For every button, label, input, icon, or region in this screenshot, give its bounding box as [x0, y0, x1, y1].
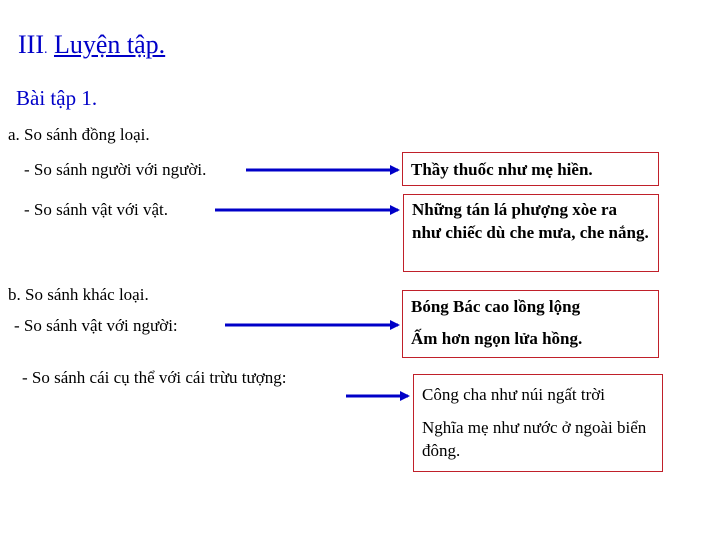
- answer-box-3-line-2: Ấm hơn ngọn lửa hồng.: [411, 329, 583, 348]
- part-a-item-1: - So sánh người với người.: [24, 160, 207, 179]
- answer-box-1-text: Thầy thuốc như mẹ hiền.: [411, 160, 593, 179]
- section-dot: .: [43, 42, 48, 57]
- part-b-item-2: - So sánh cái cụ thể với cái trừu tượng:: [22, 368, 287, 387]
- answer-box-3-line-1: Bóng Bác cao lồng lộng: [411, 297, 581, 316]
- part-b-title: b. So sánh khác loại.: [8, 285, 149, 304]
- exercise-title: Bài tập 1.: [16, 86, 98, 110]
- part-b-item-1: - So sánh vật với người:: [14, 316, 178, 335]
- part-a-item-2: - So sánh vật với vật.: [24, 200, 169, 219]
- section-title: Luyện tập.: [53, 30, 166, 59]
- answer-box-4-line-2: Nghĩa mẹ như nước ở ngoài biển đông.: [422, 418, 647, 460]
- part-a-title: a. So sánh đồng loại.: [8, 125, 150, 144]
- section-number: III: [18, 30, 44, 59]
- answer-box-4-line-1: Công cha như núi ngất trời: [422, 385, 605, 404]
- answer-box-2-text: Những tán lá phượng xòe ra như chiếc dù che mưa, che nắng.: [412, 200, 649, 242]
